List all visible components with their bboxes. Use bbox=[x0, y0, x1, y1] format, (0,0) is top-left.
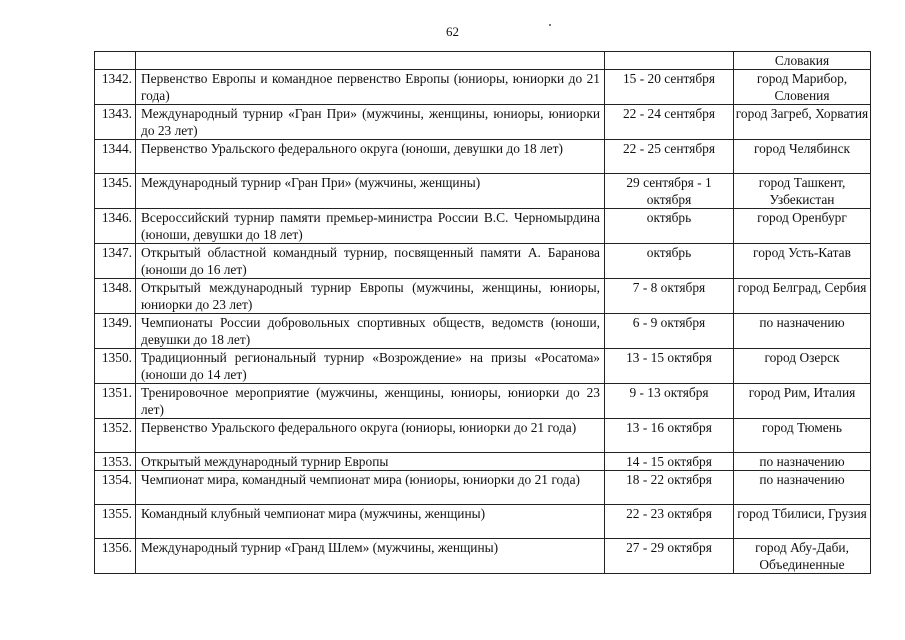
table-row bbox=[95, 453, 871, 471]
row-number bbox=[95, 52, 136, 70]
table-row bbox=[95, 244, 871, 279]
event-date: октябрь bbox=[605, 244, 734, 279]
event-date: 22 - 25 сентября bbox=[605, 140, 734, 174]
row-number: 1342. bbox=[95, 70, 136, 105]
table-row bbox=[95, 105, 871, 140]
event-date: 22 - 23 октября bbox=[605, 505, 734, 539]
event-place: город Челябинск bbox=[734, 140, 871, 174]
row-number: 1345. bbox=[95, 174, 136, 209]
event-name: Чемпионаты России добровольных спортивных обществ, ведомств (юноши, девушки до 18 лет) bbox=[136, 314, 605, 349]
row-number: 1349. bbox=[95, 314, 136, 349]
events-table bbox=[94, 51, 871, 574]
row-number: 1353. bbox=[95, 453, 136, 471]
event-date: 29 сентября - 1 октября bbox=[605, 174, 734, 209]
table-row bbox=[95, 52, 871, 70]
row-number: 1356. bbox=[95, 539, 136, 574]
page-number: 62 bbox=[446, 24, 459, 39]
table-row bbox=[95, 209, 871, 244]
row-number: 1343. bbox=[95, 105, 136, 140]
event-name: Всероссийский турнир памяти премьер-министра России В.С. Черномырдина (юноши, девушки до 18 лет) bbox=[136, 209, 605, 244]
row-number: 1344. bbox=[95, 140, 136, 174]
event-date: 15 - 20 сентября bbox=[605, 70, 734, 105]
row-number: 1347. bbox=[95, 244, 136, 279]
event-date: 7 - 8 октября bbox=[605, 279, 734, 314]
event-name: Международный турнир «Гран При» (мужчины, женщины, юниоры, юниорки до 23 лет) bbox=[136, 105, 605, 140]
row-number: 1355. bbox=[95, 505, 136, 539]
event-place: по назначению bbox=[734, 453, 871, 471]
event-date: 6 - 9 октября bbox=[605, 314, 734, 349]
event-place: Словакия bbox=[734, 52, 871, 70]
event-name: Открытый международный турнир Европы (мужчины, женщины, юниоры, юниорки до 23 лет) bbox=[136, 279, 605, 314]
event-date: 13 - 16 октября bbox=[605, 419, 734, 453]
row-number: 1352. bbox=[95, 419, 136, 453]
table-row bbox=[95, 419, 871, 453]
row-number: 1354. bbox=[95, 471, 136, 505]
event-date: 27 - 29 октября bbox=[605, 539, 734, 574]
event-date: 22 - 24 сентября bbox=[605, 105, 734, 140]
row-number: 1351. bbox=[95, 384, 136, 419]
event-place: город Белград, Сербия bbox=[734, 279, 871, 314]
event-name: Открытый международный турнир Европы bbox=[136, 453, 605, 471]
row-number: 1346. bbox=[95, 209, 136, 244]
event-place: город Озерск bbox=[734, 349, 871, 384]
event-place: по назначению bbox=[734, 314, 871, 349]
event-place: город Тюмень bbox=[734, 419, 871, 453]
event-place: город Абу-Даби, Объединенные bbox=[734, 539, 871, 574]
event-date: 13 - 15 октября bbox=[605, 349, 734, 384]
event-name: Международный турнир «Гранд Шлем» (мужчины, женщины) bbox=[136, 539, 605, 574]
event-name: Первенство Уральского федерального округа (юниоры, юниорки до 21 года) bbox=[136, 419, 605, 453]
event-date: 9 - 13 октября bbox=[605, 384, 734, 419]
event-place: город Оренбург bbox=[734, 209, 871, 244]
table-row bbox=[95, 384, 871, 419]
table-row bbox=[95, 70, 871, 105]
event-place: город Марибор, Словения bbox=[734, 70, 871, 105]
scan-speck bbox=[549, 24, 551, 26]
event-date: 18 - 22 октября bbox=[605, 471, 734, 505]
event-name: Первенство Европы и командное первенство Европы (юниоры, юниорки до 21 года) bbox=[136, 70, 605, 105]
event-date: 14 - 15 октября bbox=[605, 453, 734, 471]
table-row bbox=[95, 539, 871, 574]
table-row bbox=[95, 314, 871, 349]
table-row bbox=[95, 140, 871, 174]
event-name: Тренировочное мероприятие (мужчины, женщины, юниоры, юниорки до 23 лет) bbox=[136, 384, 605, 419]
table-row bbox=[95, 174, 871, 209]
event-name: Командный клубный чемпионат мира (мужчины, женщины) bbox=[136, 505, 605, 539]
event-name: Международный турнир «Гран При» (мужчины, женщины) bbox=[136, 174, 605, 209]
event-place: город Тбилиси, Грузия bbox=[734, 505, 871, 539]
event-name: Открытый областной командный турнир, посвященный памяти А. Баранова (юноши до 16 лет) bbox=[136, 244, 605, 279]
event-date: октябрь bbox=[605, 209, 734, 244]
event-name bbox=[136, 52, 605, 70]
row-number: 1350. bbox=[95, 349, 136, 384]
event-place: город Ташкент, Узбекистан bbox=[734, 174, 871, 209]
table-row bbox=[95, 505, 871, 539]
event-date bbox=[605, 52, 734, 70]
row-number: 1348. bbox=[95, 279, 136, 314]
event-place: город Загреб, Хорватия bbox=[734, 105, 871, 140]
event-place: город Рим, Италия bbox=[734, 384, 871, 419]
table-row bbox=[95, 349, 871, 384]
event-name: Первенство Уральского федерального округа (юноши, девушки до 18 лет) bbox=[136, 140, 605, 174]
event-name: Чемпионат мира, командный чемпионат мира (юниоры, юниорки до 21 года) bbox=[136, 471, 605, 505]
event-place: по назначению bbox=[734, 471, 871, 505]
table-row bbox=[95, 279, 871, 314]
event-name: Традиционный региональный турнир «Возрождение» на призы «Росатома» (юноши до 14 лет) bbox=[136, 349, 605, 384]
event-place: город Усть-Катав bbox=[734, 244, 871, 279]
table-row bbox=[95, 471, 871, 505]
